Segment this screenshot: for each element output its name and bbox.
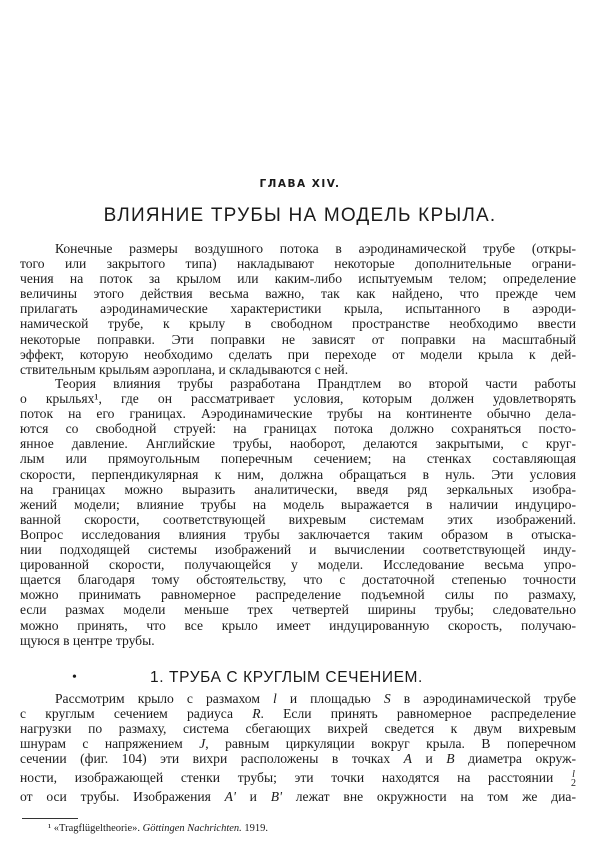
text-line: о крыльях¹, где он рассматривает условия, которым должен удовлетворять bbox=[20, 391, 576, 407]
text-line: если размах модели меньше трех четвертей ширины трубы; следовательно bbox=[20, 602, 576, 618]
text-line bbox=[20, 706, 576, 721]
text-span: в аэродинамической трубе bbox=[390, 691, 576, 706]
text-line bbox=[20, 721, 576, 736]
text-line: можно принимать равномерное распределение подъемной силы по размаху, bbox=[20, 587, 576, 603]
paragraph-circular-section bbox=[20, 691, 576, 805]
text-span: нагрузки по размаху, система сбегающих вихрей сведется к двум вихревым bbox=[20, 721, 576, 737]
text-span: Рассмотрим крыло с размахом bbox=[55, 691, 273, 706]
text-line: ванной скорости, соответствующей вихревым системам этих изображений. bbox=[20, 511, 576, 527]
text-line bbox=[20, 736, 576, 751]
text-line: цированной скорости, получающейся у модели. Исследование весьма упро- bbox=[20, 557, 576, 573]
footnote-year: 1919. bbox=[244, 823, 269, 834]
text-line bbox=[20, 766, 576, 789]
text-line: Конечные размеры воздушного потока в аэродинамической трубе (откры- bbox=[55, 241, 576, 256]
text-span: и bbox=[411, 751, 447, 767]
text-line: величины этого действия весьма важно, так как найдено, что прежде чем bbox=[20, 286, 576, 302]
text-line: намической трубе, к крылу в свободном пространстве необходимо ввести bbox=[20, 316, 576, 332]
math-variable: B' bbox=[270, 789, 282, 805]
chapter-title: ВЛИЯНИЕ ТРУБЫ НА МОДЕЛЬ КРЫЛА. bbox=[103, 205, 497, 226]
text-span: лежат вне окружности на том же диа- bbox=[281, 789, 576, 805]
text-line: Теория влияния трубы разработана Прандтлем во второй части работы bbox=[55, 376, 576, 391]
text-span: . Если принять равномерное распределение bbox=[260, 706, 576, 722]
text-span: диаметра окруж- bbox=[454, 751, 576, 767]
text-line: эффект, которую необходимо сделать при переходе от модели крыла к дей- bbox=[20, 346, 576, 362]
math-variable: R bbox=[252, 706, 261, 722]
footnote-journal: Göttingen Nachrichten. bbox=[142, 823, 242, 834]
paragraph-prandtl-theory bbox=[20, 376, 576, 648]
text-line: нии подходящей системы изображений и вычислении соответствующей инду- bbox=[20, 542, 576, 558]
math-variable: B bbox=[446, 751, 455, 767]
text-span: и bbox=[235, 789, 271, 805]
text-line: Вопрос исследования влияния трубы заключается таким образом в отыска- bbox=[20, 526, 576, 542]
math-variable: A bbox=[403, 751, 412, 767]
text-line: чения на поток за крылом или каким-либо испытуемым телом; определение bbox=[20, 271, 576, 287]
text-line: поток на его границах. Аэродинамические трубы на континенте обычно дела- bbox=[20, 406, 576, 422]
text-line: щуюся в центре трубы. bbox=[20, 632, 155, 648]
text-line: скорости, перпендикулярная к ним, должна обращаться в нуль. Эти условия bbox=[20, 466, 576, 482]
text-line: ствительным крыльям аэроплана, и складываются с ней. bbox=[20, 361, 349, 377]
denominator: 2 bbox=[571, 778, 576, 790]
text-span: с круглым сечением радиуса bbox=[20, 706, 253, 722]
text-span: и площадью bbox=[276, 691, 384, 706]
fraction-l-over-2 bbox=[571, 770, 576, 788]
text-line: ются со свободной струей: на границах потока должно сохраняться посто- bbox=[20, 421, 576, 437]
section-heading: 1. ТРУБА С КРУГЛЫМ СЕЧЕНИЕМ. bbox=[150, 669, 423, 686]
numerator: l bbox=[572, 769, 575, 781]
text-line: прилагать аэродинамические характеристики крыла, испытанного в аэроди- bbox=[20, 301, 576, 317]
text-span: шнурам с напряжением bbox=[20, 736, 200, 752]
text-line bbox=[20, 789, 576, 804]
text-line: янное давление. Английские трубы, наоборот, делаются закрытыми, с круг- bbox=[20, 436, 576, 452]
text-line: некоторые поправки. Эти поправки не зависят от поправки на масштабный bbox=[20, 331, 576, 347]
math-variable: l bbox=[273, 691, 277, 706]
text-line: на границах можно выразить аналитически, введя ряд зеркальных изобра- bbox=[20, 481, 576, 497]
section-bullet: • bbox=[72, 670, 77, 685]
footnote-mark: ¹ bbox=[48, 823, 52, 834]
math-variable: J bbox=[199, 736, 206, 752]
text-line bbox=[20, 751, 576, 766]
text-span: от оси трубы. Изображения bbox=[20, 789, 225, 805]
math-variable: A' bbox=[224, 789, 236, 805]
text-line bbox=[20, 691, 576, 706]
paragraph-intro bbox=[20, 241, 576, 377]
text-span: , равным циркуляции вокруг крыла. В поперечном bbox=[205, 736, 576, 752]
chapter-number: ГЛАВА XIV. bbox=[259, 178, 341, 190]
text-line: жений модели; влияние трубы на модель выражается в наличии индуциро- bbox=[20, 496, 576, 512]
footnote-source: «Tragflügeltheorie». bbox=[53, 823, 141, 834]
math-variable: S bbox=[383, 691, 391, 706]
footnote-divider bbox=[22, 818, 78, 819]
text-line: того или закрытого типа) накладывают некоторые дополнительные ограни- bbox=[20, 256, 576, 272]
text-span: ности, изображающей стенки трубы; эти точки находятся на расстоянии bbox=[20, 770, 571, 786]
text-span: сечении (фиг. 104) эти вихри расположены в точках bbox=[20, 751, 404, 767]
text-line: лым или прямоугольным поперечным сечением; на стенках составляющая bbox=[20, 451, 576, 467]
text-line: можно принять, что все крыло имеет индуцированную скорость, получаю- bbox=[20, 617, 576, 633]
text-line: щается благодаря тому обстоятельству, что с достаточной степенью точности bbox=[20, 572, 576, 588]
footnote bbox=[48, 823, 268, 834]
